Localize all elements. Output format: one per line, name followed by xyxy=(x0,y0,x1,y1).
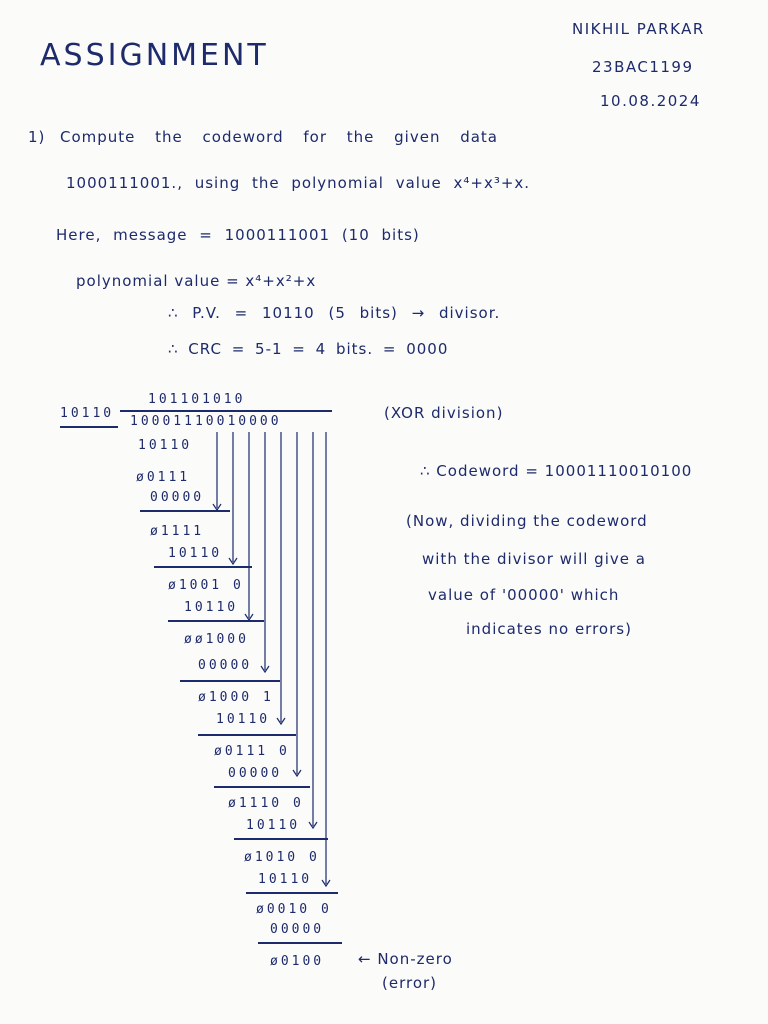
step-row: 00000 xyxy=(270,922,325,937)
note-line: value of '00000' which xyxy=(428,586,620,604)
step-row: ø1110 0 xyxy=(228,796,304,811)
step-row: ø1000 1 xyxy=(198,690,274,705)
step-row: 00000 xyxy=(198,658,253,673)
step-row: 00000 xyxy=(150,490,205,505)
divisor: 10110 xyxy=(60,406,115,421)
crc-line: ∴ CRC = 5-1 = 4 bits. = 0000 xyxy=(168,340,449,358)
remainder-note: (error) xyxy=(382,974,438,992)
remainder: ø0100 xyxy=(270,954,325,969)
question-line-1: Compute the codeword for the given data xyxy=(60,128,498,146)
student-name: NIKHIL PARKAR xyxy=(572,20,705,38)
step-row: ø1010 0 xyxy=(244,850,320,865)
remainder-note: ← Non-zero xyxy=(358,950,453,968)
message-line: Here, message = 1000111001 (10 bits) xyxy=(56,226,420,244)
step-row: 10110 xyxy=(138,438,193,453)
step-row: ø0111 xyxy=(136,470,191,485)
assignment-date: 10.08.2024 xyxy=(600,92,701,110)
division-note: (XOR division) xyxy=(384,404,504,422)
step-row: 00000 xyxy=(228,766,283,781)
question-number: 1) xyxy=(28,128,46,146)
dividend: 10001110010000 xyxy=(130,414,282,429)
codeword-line: ∴ Codeword = 10001110010100 xyxy=(420,462,693,480)
step-row: ø1001 0 xyxy=(168,578,244,593)
step-row: ø0010 0 xyxy=(256,902,332,917)
step-row: 10110 xyxy=(246,818,301,833)
step-row: ø0111 0 xyxy=(214,744,290,759)
note-line: (Now, dividing the codeword xyxy=(406,512,648,530)
step-row: øø1000 xyxy=(184,632,249,647)
step-row: ø1111 xyxy=(150,524,205,539)
note-line: indicates no errors) xyxy=(466,620,632,638)
step-row: 10110 xyxy=(168,546,223,561)
step-row: 10110 xyxy=(184,600,239,615)
student-roll: 23BAC1199 xyxy=(592,58,694,76)
quotient: 101101010 xyxy=(148,392,246,407)
step-row: 10110 xyxy=(216,712,271,727)
pv-line: ∴ P.V. = 10110 (5 bits) → divisor. xyxy=(168,304,501,322)
page-title: ASSIGNMENT xyxy=(40,38,269,73)
step-row: 10110 xyxy=(258,872,313,887)
question-line-2: 1000111001., using the polynomial value x⁴+x³+x. xyxy=(66,174,531,192)
note-line: with the divisor will give a xyxy=(422,550,646,568)
polynomial-line: polynomial value = x⁴+x²+x xyxy=(76,272,317,290)
